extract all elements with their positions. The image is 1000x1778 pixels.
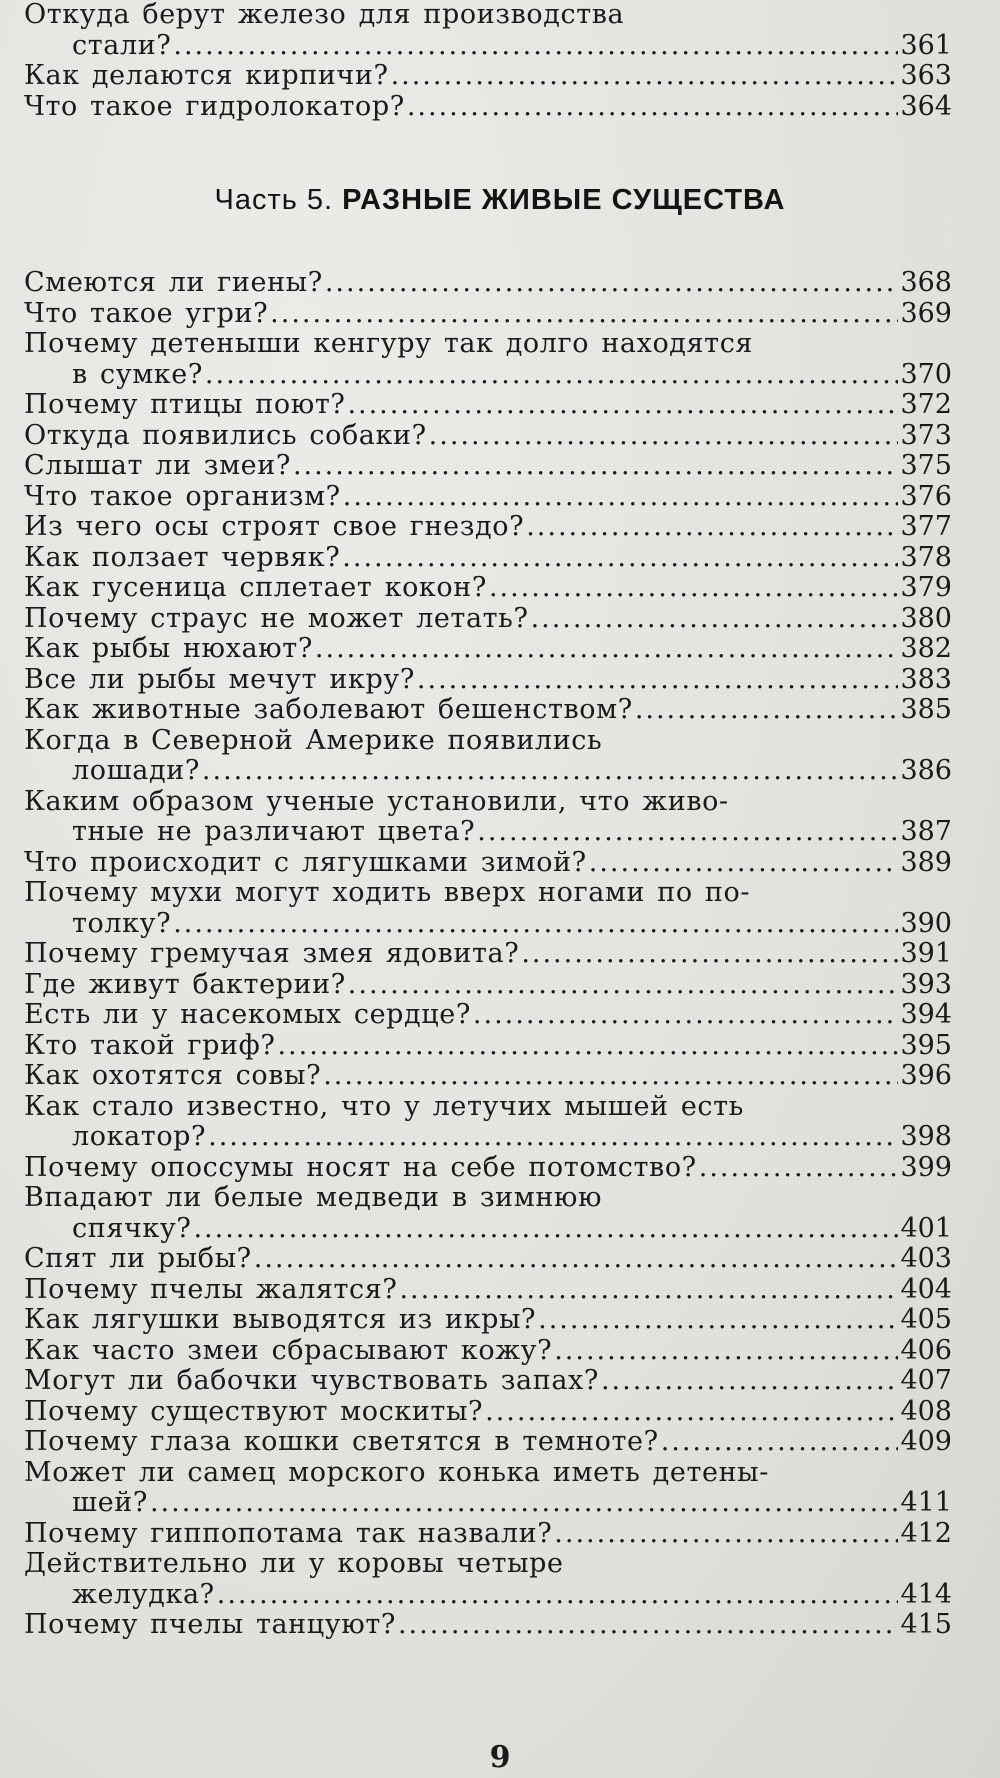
toc-entry-title: Как делаются кирпичи?: [24, 60, 389, 91]
toc-page-number: 411: [900, 1487, 952, 1518]
toc-entry-title: Кто такой гриф?: [24, 1029, 276, 1061]
dot-leader: [635, 695, 899, 726]
toc-page-number: 408: [900, 1395, 952, 1427]
dot-leader: [342, 543, 898, 574]
dot-leader: [429, 421, 899, 452]
dot-leader: [661, 1427, 899, 1458]
toc-page-number: 385: [900, 694, 952, 725]
dot-leader: [193, 1214, 898, 1245]
toc-entry-row: [24, 1214, 952, 1245]
toc-entry-row: [24, 1580, 952, 1611]
toc-entry-row: [24, 543, 952, 574]
dot-leader: [485, 1397, 898, 1428]
toc-entry-title: тные не различают цвета?: [72, 816, 476, 847]
toc-page-number: 395: [900, 1029, 952, 1061]
toc-entry-title: Что такое угри?: [24, 297, 269, 329]
toc-entry: [24, 604, 952, 635]
toc-page-number: 368: [900, 267, 952, 298]
toc-entry-row: [24, 909, 952, 940]
toc-entry-title: Как животные заболевают бешенством?: [24, 694, 633, 725]
dot-leader: [173, 31, 898, 62]
toc-entry-title-line: Почему детеныши кенгуру так долго находятся: [24, 328, 754, 359]
toc-entry-title: Спят ли рыбы?: [24, 1243, 252, 1274]
toc-entry-title: Почему птицы поют?: [24, 389, 346, 420]
toc-page-number: 393: [900, 968, 952, 1000]
toc-page-number: 412: [900, 1517, 952, 1549]
dot-leader: [270, 299, 898, 330]
toc-entry-title: Как лягушки выводятся из икры?: [24, 1304, 537, 1335]
toc-entry-row: [24, 1519, 952, 1550]
toc-page-number: 375: [900, 450, 952, 481]
toc-entry: [24, 1031, 952, 1062]
toc-entry-title: Почему страус не может летать?: [24, 602, 529, 634]
dot-leader: [293, 451, 899, 482]
toc-entry: [24, 1244, 952, 1275]
dot-leader: [347, 390, 898, 421]
dot-leader: [526, 512, 898, 543]
toc-entry: [24, 1000, 952, 1031]
toc-entry-title: Почему существуют москиты?: [24, 1395, 484, 1427]
toc-entry: [24, 1427, 952, 1458]
toc-entry-title: спячку?: [72, 1212, 192, 1244]
toc-entry-title: Что происходит с лягушками зимой?: [24, 846, 587, 878]
toc-entry-row: [24, 573, 952, 604]
dot-leader: [521, 939, 898, 970]
dot-leader: [399, 1275, 898, 1306]
dot-leader: [398, 1610, 899, 1641]
toc-page-number: 372: [900, 389, 952, 420]
toc-entry-row: [24, 634, 952, 665]
toc-entry: [24, 1366, 952, 1397]
toc-entry: [24, 1275, 952, 1306]
toc-entry-title: Почему пчелы жалятся?: [24, 1273, 398, 1305]
section-prefix: Часть 5.: [214, 184, 334, 216]
toc-entry-row: [24, 1305, 952, 1336]
toc-entry-row: [24, 1366, 952, 1397]
toc-entry-row: [24, 695, 952, 726]
toc-page-number: 398: [900, 1121, 952, 1152]
toc-page-number: 373: [900, 419, 952, 451]
toc-entry-row: [24, 92, 952, 123]
dot-leader: [348, 970, 899, 1001]
toc-entry-title: Где живут бактерии?: [24, 968, 346, 1000]
toc-entry-row: [24, 1244, 952, 1275]
toc-page-number: 390: [900, 907, 952, 939]
dot-leader: [205, 360, 899, 391]
toc-entry: [24, 1336, 952, 1367]
toc-list: [24, 268, 952, 1641]
toc-entry: [24, 695, 952, 726]
page-number: 9: [489, 1740, 511, 1775]
toc-continued-list: [24, 0, 952, 122]
toc-entry: [24, 543, 952, 574]
dot-leader: [343, 482, 899, 513]
toc-entry-row: [24, 360, 952, 391]
toc-entry-row: [24, 1427, 952, 1458]
dot-leader: [699, 1153, 899, 1184]
toc-entry-title-line: Почему мухи могут ходить вверх ногами по по-: [24, 877, 751, 908]
toc-entry: [24, 421, 952, 452]
dot-leader: [254, 1244, 899, 1275]
toc-entry: [24, 512, 952, 543]
toc-entry-row: [24, 390, 952, 421]
dot-leader: [417, 665, 899, 696]
toc-page-number: 387: [900, 816, 952, 847]
toc-entry-title: Слышат ли змеи?: [24, 450, 291, 481]
toc-entry-row: [24, 604, 952, 635]
dot-leader: [173, 909, 898, 940]
toc-entry-row: [24, 482, 952, 513]
toc-entry: [24, 329, 952, 390]
toc-entry-row: [24, 1153, 952, 1184]
toc-entry-title: Могут ли бабочки чувствовать запах?: [24, 1365, 599, 1396]
toc-entry: [24, 390, 952, 421]
toc-entry-row: [24, 1000, 952, 1031]
toc-entry-title-line: Впадают ли белые медведи в зимнюю: [24, 1182, 603, 1213]
toc-page-number: 403: [900, 1243, 952, 1274]
toc-page-number: 414: [900, 1578, 952, 1610]
toc-entry: [24, 787, 952, 848]
toc-entry: [24, 939, 952, 970]
toc-entry-row: [24, 939, 952, 970]
toc-page-number: 370: [900, 358, 952, 390]
toc-entry-row: [24, 1275, 952, 1306]
toc-page-number: 361: [900, 29, 952, 61]
dot-leader: [323, 1061, 898, 1092]
toc-page-number: 396: [900, 1060, 952, 1091]
toc-entry-title: Что такое гидролокатор?: [24, 90, 405, 122]
toc-entry: [24, 573, 952, 604]
toc-entry: [24, 1092, 952, 1153]
toc-entry-title: Есть ли у насекомых сердце?: [24, 999, 471, 1030]
toc-entry-row: [24, 665, 952, 696]
toc-page-number: 364: [900, 90, 952, 122]
toc-entry-title: толку?: [72, 907, 172, 939]
dot-leader: [150, 1488, 899, 1519]
section-title: РАЗНЫЕ ЖИВЫЕ СУЩЕСТВА: [342, 184, 786, 216]
toc-entry: [24, 0, 952, 61]
toc-entry: [24, 268, 952, 299]
toc-page-number: 363: [900, 60, 952, 91]
toc-entry: [24, 970, 952, 1001]
dot-leader: [477, 817, 898, 848]
toc-entry: [24, 1183, 952, 1244]
toc-entry-title: шей?: [72, 1487, 148, 1518]
toc-entry-title-line: Когда в Северной Америке появились: [24, 724, 603, 756]
toc-page-number: 391: [900, 938, 952, 969]
toc-page-number: 369: [900, 297, 952, 329]
toc-entry-title: Как часто змеи сбрасывают кожу?: [24, 1334, 553, 1366]
dot-leader: [489, 573, 899, 604]
toc-entry-title: Все ли рыбы мечут икру?: [24, 663, 415, 695]
toc-entry: [24, 848, 952, 879]
toc-page-number: 404: [900, 1273, 952, 1305]
toc-entry: [24, 299, 952, 330]
dot-leader: [531, 604, 899, 635]
dot-leader: [315, 634, 899, 665]
toc-entry: [24, 1305, 952, 1336]
toc-page-number: 401: [900, 1212, 952, 1244]
toc-entry: [24, 1397, 952, 1428]
toc-entry-row: [24, 817, 952, 848]
toc-entry-title: Как ползает червяк?: [24, 541, 341, 573]
toc-entry-title: Как гусеница сплетает кокон?: [24, 572, 487, 603]
dot-leader: [554, 1336, 898, 1367]
toc-entry-row: [24, 61, 952, 92]
toc-entry-title: локатор?: [72, 1121, 207, 1152]
toc-entry-title: Почему гиппопотама так назвали?: [24, 1517, 553, 1549]
toc-entry: [24, 1153, 952, 1184]
toc-entry-row: [24, 1488, 952, 1519]
toc-entry-row: [24, 1397, 952, 1428]
toc-entry-row: [24, 1610, 952, 1641]
toc-page-number: 407: [900, 1365, 952, 1396]
toc-entry-title-line: Откуда берут железо для производства: [24, 0, 625, 30]
toc-entry: [24, 665, 952, 696]
toc-entry: [24, 1519, 952, 1550]
toc-entry-title: лошади?: [72, 755, 200, 786]
toc-entry: [24, 878, 952, 939]
toc-entry-row: [24, 31, 952, 62]
toc-page-number: 406: [900, 1334, 952, 1366]
toc-page-number: 386: [900, 755, 952, 786]
toc-entry-title-line: Каким образом ученые установили, что живо-: [24, 785, 729, 817]
dot-leader: [391, 61, 899, 92]
toc-entry-row: [24, 1061, 952, 1092]
toc-page-number: 382: [900, 633, 952, 664]
toc-entry-row: [24, 848, 952, 879]
dot-leader: [589, 848, 899, 879]
toc-page-number: 378: [900, 541, 952, 573]
toc-page-number: 394: [900, 999, 952, 1030]
toc-page-number: 377: [900, 511, 952, 542]
toc-entry-row: [24, 1031, 952, 1062]
dot-leader: [538, 1305, 898, 1336]
toc-entry-row: [24, 268, 952, 299]
toc-page-number: 380: [900, 602, 952, 634]
toc-entry-title-line: Действительно ли у коровы четыре: [24, 1548, 564, 1579]
toc-entry: [24, 1549, 952, 1610]
toc-entry-title: Как охотятся совы?: [24, 1060, 322, 1091]
dot-leader: [208, 1122, 898, 1153]
toc-entry-row: [24, 756, 952, 787]
toc-entry-title: Почему пчелы танцуют?: [24, 1609, 396, 1640]
toc-entry: [24, 1458, 952, 1519]
toc-entry: [24, 451, 952, 482]
toc-entry-title: в сумке?: [72, 358, 203, 390]
toc-entry-title: желудка?: [72, 1578, 215, 1610]
dot-leader: [473, 1000, 899, 1031]
toc-entry-title: стали?: [72, 29, 172, 61]
toc-entry-row: [24, 451, 952, 482]
toc-entry-title: Из чего осы строят свое гнездо?: [24, 511, 525, 542]
toc-entry-title: Почему глаза кошки светятся в темноте?: [24, 1426, 659, 1457]
toc-entry: [24, 92, 952, 123]
toc-entry: [24, 1061, 952, 1092]
toc-page-number: 389: [900, 846, 952, 878]
dot-leader: [601, 1366, 899, 1397]
toc-entry-row: [24, 512, 952, 543]
toc-entry: [24, 61, 952, 92]
dot-leader: [407, 92, 899, 123]
dot-leader: [202, 756, 899, 787]
toc-page-number: 409: [900, 1426, 952, 1457]
toc-entry: [24, 634, 952, 665]
toc-page-number: 383: [900, 663, 952, 695]
toc-entry-row: [24, 299, 952, 330]
toc-page-number: 399: [900, 1151, 952, 1183]
toc-entry-title: Почему опоссумы носят на себе потомство?: [24, 1151, 697, 1183]
toc-entry: [24, 482, 952, 513]
dot-leader: [554, 1519, 898, 1550]
toc-entry-title: Почему гремучая змея ядовита?: [24, 938, 520, 969]
toc-entry: [24, 1610, 952, 1641]
toc-page-number: 405: [900, 1304, 952, 1335]
dot-leader: [277, 1031, 898, 1062]
toc-entry-title-line: Как стало известно, что у летучих мышей есть: [24, 1090, 744, 1122]
toc-entry-row: [24, 1336, 952, 1367]
toc-entry: [24, 726, 952, 787]
toc-entry-title: Что такое организм?: [24, 480, 341, 512]
toc-entry-title: Откуда появились собаки?: [24, 419, 427, 451]
toc-page-number: 415: [900, 1609, 952, 1640]
dot-leader: [217, 1580, 899, 1611]
toc-entry-row: [24, 1122, 952, 1153]
toc-entry-title: Смеются ли гиены?: [24, 267, 323, 298]
toc-entry-title: Как рыбы нюхают?: [24, 633, 313, 664]
toc-entry-title-line: Может ли самец морского конька иметь детены-: [24, 1456, 769, 1488]
toc-entry-row: [24, 421, 952, 452]
toc-entry-row: [24, 970, 952, 1001]
toc-page-number: 376: [900, 480, 952, 512]
section-heading: [0, 184, 1000, 217]
dot-leader: [325, 268, 899, 299]
toc-page-number: 379: [900, 572, 952, 603]
